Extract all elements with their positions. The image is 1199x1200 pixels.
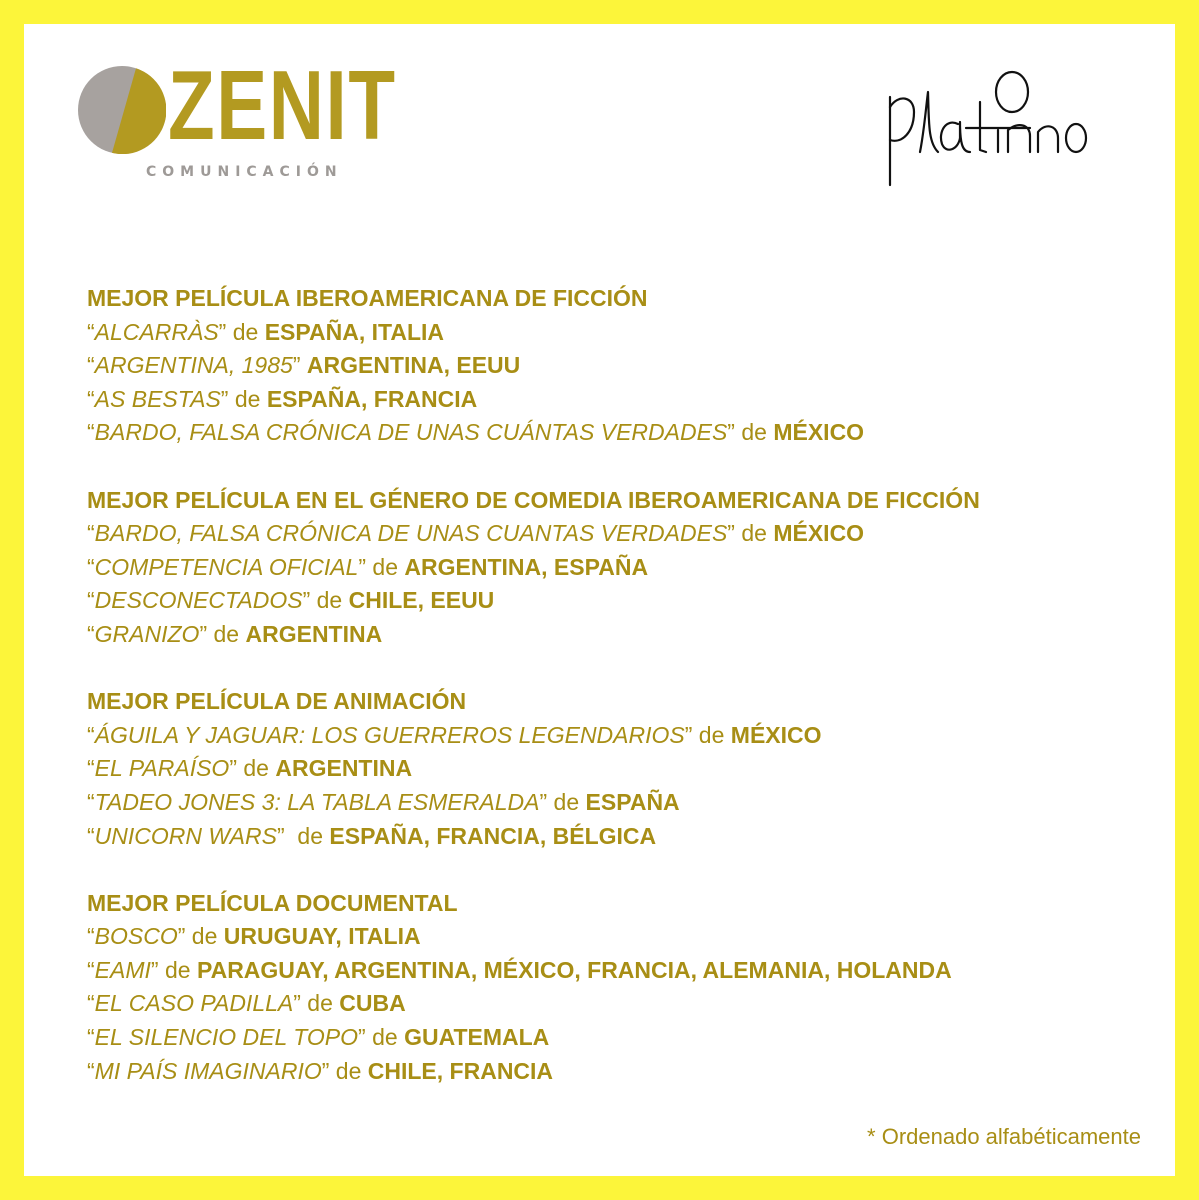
film-countries: CHILE, EEUU	[348, 587, 495, 614]
film-countries: ESPAÑA, FRANCIA	[266, 385, 478, 412]
film-title: TADEO JONES 3: LA TABLA ESMERALDA	[94, 788, 540, 815]
film-countries: PARAGUAY, ARGENTINA, MÉXICO, FRANCIA, ALEMANIA, HOLANDA	[196, 956, 952, 983]
film-title: EL CASO PADILLA	[94, 990, 294, 1017]
content-card	[24, 24, 1175, 1176]
film-countries: ESPAÑA, ITALIA	[264, 318, 445, 345]
category-section	[87, 484, 1147, 652]
nominee-entry: “GRANIZO” de ARGENTINA	[87, 620, 383, 647]
nominee-entry: “UNICORN WARS” de ESPAÑA, FRANCIA, BÉLGICA	[87, 822, 657, 849]
category-heading: MEJOR PELÍCULA EN EL GÉNERO DE COMEDIA IBEROAMERICANA DE FICCIÓN	[87, 486, 980, 513]
nominee-entry: “DESCONECTADOS” de CHILE, EEUU	[87, 587, 495, 614]
film-countries: CHILE, FRANCIA	[367, 1057, 554, 1084]
zenit-subtitle: COMUNICACIÓN	[146, 164, 343, 180]
film-title: EL PARAÍSO	[94, 755, 230, 782]
platino-logo-text: platino	[880, 52, 883, 53]
film-title: BARDO, FALSA CRÓNICA DE UNAS CUANTAS VERDADES	[94, 520, 728, 547]
film-title: UNICORN WARS	[94, 822, 277, 849]
nominee-entry: “EL SILENCIO DEL TOPO” de GUATEMALA	[87, 1024, 550, 1051]
nominee-entry: “MI PAÍS IMAGINARIO” de CHILE, FRANCIA	[87, 1057, 554, 1084]
footnote: * Ordenado alfabéticamente	[867, 1124, 1141, 1149]
nominee-entry: “TADEO JONES 3: LA TABLA ESMERALDA” de ESPAÑA	[87, 788, 680, 815]
category-section	[87, 282, 1147, 450]
platino-logo	[880, 52, 1120, 192]
category-section	[87, 685, 1147, 853]
film-title: MI PAÍS IMAGINARIO	[94, 1057, 322, 1084]
nominee-entry: “BARDO, FALSA CRÓNICA DE UNAS CUÁNTAS VERDADES” de MÉXICO	[87, 419, 865, 446]
film-countries: MÉXICO	[730, 721, 822, 748]
category-heading: MEJOR PELÍCULA DE ANIMACIÓN	[87, 688, 467, 715]
category-heading: MEJOR PELÍCULA IBEROAMERICANA DE FICCIÓN	[87, 285, 648, 311]
film-countries: ARGENTINA	[245, 620, 383, 647]
film-title: COMPETENCIA OFICIAL	[94, 553, 359, 580]
category-section	[87, 887, 1147, 1089]
film-countries: ARGENTINA, ESPAÑA	[404, 553, 649, 580]
nominations-list	[87, 282, 1147, 1122]
nominee-entry: “BOSCO” de URUGUAY, ITALIA	[87, 923, 421, 950]
nominee-entry: “ALCARRÀS” de ESPAÑA, ITALIA	[87, 318, 445, 345]
film-countries: CUBA	[339, 990, 406, 1017]
nominee-entry: “EL CASO PADILLA” de CUBA	[87, 990, 406, 1017]
film-title: EL SILENCIO DEL TOPO	[94, 1024, 359, 1051]
film-countries: GUATEMALA	[404, 1024, 550, 1051]
nominee-entry: “EL PARAÍSO” de ARGENTINA	[87, 755, 413, 782]
film-title: EAMI	[94, 956, 151, 983]
film-countries: ARGENTINA	[275, 755, 413, 782]
nominee-entry: “EAMI” de PARAGUAY, ARGENTINA, MÉXICO, FRANCIA, ALEMANIA, HOLANDA	[87, 956, 952, 983]
film-title: ÁGUILA Y JAGUAR: LOS GUERREROS LEGENDARIOS	[94, 721, 685, 748]
nominee-entry: “COMPETENCIA OFICIAL” de ARGENTINA, ESPAÑA	[87, 553, 649, 580]
film-countries: URUGUAY, ITALIA	[223, 923, 421, 950]
film-title: AS BESTAS	[94, 385, 221, 412]
film-countries: ESPAÑA	[585, 788, 680, 815]
film-title: DESCONECTADOS	[94, 587, 303, 614]
nominee-entry: “ÁGUILA Y JAGUAR: LOS GUERREROS LEGENDARIOS” de MÉXICO	[87, 721, 822, 748]
nominee-entry: “AS BESTAS” de ESPAÑA, FRANCIA	[87, 385, 478, 412]
film-title: BOSCO	[94, 923, 178, 950]
zenit-wordmark: ZENIT	[168, 50, 397, 160]
film-title: GRANIZO	[94, 620, 200, 647]
film-countries: MÉXICO	[773, 520, 865, 547]
nominee-entry: “ARGENTINA, 1985” ARGENTINA, EEUU	[87, 352, 521, 379]
film-countries: ARGENTINA, EEUU	[306, 352, 521, 379]
film-countries: MÉXICO	[773, 419, 865, 446]
zenit-circle-mark	[78, 66, 166, 154]
film-title: ARGENTINA, 1985	[94, 352, 293, 379]
film-countries: ESPAÑA, FRANCIA, BÉLGICA	[329, 822, 657, 849]
film-title: ALCARRÀS	[94, 318, 219, 345]
category-heading: MEJOR PELÍCULA DOCUMENTAL	[87, 889, 458, 916]
nominee-entry: “BARDO, FALSA CRÓNICA DE UNAS CUANTAS VERDADES” de MÉXICO	[87, 520, 865, 547]
film-title: BARDO, FALSA CRÓNICA DE UNAS CUÁNTAS VERDADES	[94, 419, 728, 446]
zenit-logo	[78, 50, 408, 216]
